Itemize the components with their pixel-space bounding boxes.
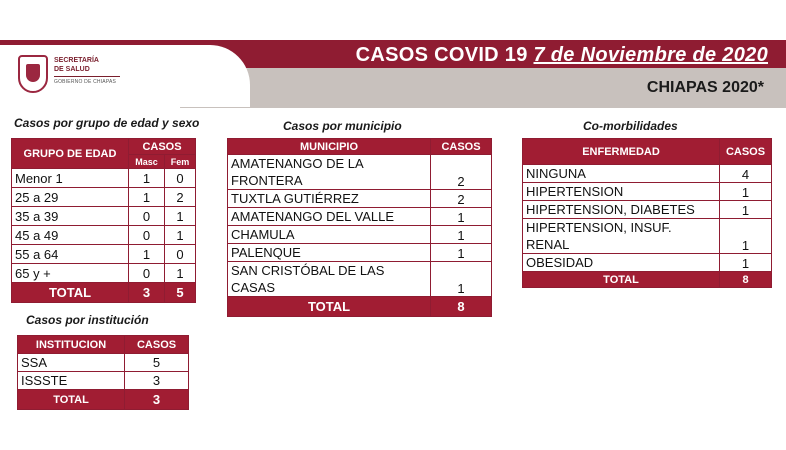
municipality-cases-cell: 2 — [431, 155, 492, 190]
table-row — [228, 244, 492, 262]
comorbidities-caption: Co-morbilidades — [583, 119, 678, 133]
municipality-total: 8 — [431, 297, 492, 317]
coat-of-arms-icon — [18, 55, 48, 93]
age-sex-caption: Casos por grupo de edad y sexo — [14, 116, 200, 130]
age-sex-table — [11, 138, 196, 303]
comorbidities-cases-cell: 1 — [720, 219, 772, 254]
logo-line1: SECRETARÍA — [54, 57, 99, 64]
municipality-cell: PALENQUE — [228, 244, 431, 262]
masc-cell: 0 — [129, 264, 165, 283]
masc-cell: 0 — [129, 226, 165, 245]
table-row — [12, 207, 196, 226]
institution-cell: SSA — [18, 354, 125, 372]
age-group-header: GRUPO DE EDAD — [12, 139, 129, 169]
fem-cell: 0 — [164, 245, 195, 264]
table-row — [523, 183, 772, 201]
disease-cell: HIPERTENSION — [523, 183, 720, 201]
age-group-cell: 45 a 49 — [12, 226, 129, 245]
institution-cases-cell: 5 — [125, 354, 189, 372]
municipality-cases-cell: 1 — [431, 226, 492, 244]
age-total-masc: 3 — [129, 283, 165, 303]
fem-cell: 2 — [164, 188, 195, 207]
logo-line3: GOBIERNO DE CHIAPAS — [54, 79, 117, 85]
table-row — [523, 219, 772, 254]
fem-header: Fem — [164, 155, 195, 169]
table-row — [228, 226, 492, 244]
masc-cell: 1 — [129, 188, 165, 207]
municipality-cases-cell: 2 — [431, 190, 492, 208]
page-title — [356, 44, 768, 67]
disease-cell: HIPERTENSION, INSUF. RENAL — [523, 219, 720, 254]
comorbidities-cases-cell: 1 — [720, 201, 772, 219]
age-group-cell: 55 a 64 — [12, 245, 129, 264]
municipality-cell: CHAMULA — [228, 226, 431, 244]
masc-cell: 0 — [129, 207, 165, 226]
age-group-cell: Menor 1 — [12, 169, 129, 188]
table-row — [228, 208, 492, 226]
municipality-table — [227, 138, 492, 317]
masc-cell: 1 — [129, 245, 165, 264]
institution-total: 3 — [125, 390, 189, 410]
age-group-cell: 35 a 39 — [12, 207, 129, 226]
institution-cell: ISSSTE — [18, 372, 125, 390]
age-cases-header: CASOS — [129, 139, 196, 155]
municipality-cases-header: CASOS — [431, 139, 492, 155]
institution-header: INSTITUCION — [18, 336, 125, 354]
institution-total-label: TOTAL — [18, 390, 125, 410]
comorbidities-total: 8 — [720, 272, 772, 288]
table-row — [18, 372, 189, 390]
comorbidities-cases-cell: 4 — [720, 165, 772, 183]
fem-cell: 1 — [164, 226, 195, 245]
institution-caption: Casos por institución — [26, 313, 149, 327]
table-row — [12, 226, 196, 245]
comorbidities-total-label: TOTAL — [523, 272, 720, 288]
disease-cell: NINGUNA — [523, 165, 720, 183]
age-group-cell: 25 a 29 — [12, 188, 129, 207]
municipality-cell: SAN CRISTÓBAL DE LAS CASAS — [228, 262, 431, 297]
fem-cell: 1 — [164, 207, 195, 226]
municipality-header: MUNICIPIO — [228, 139, 431, 155]
logo-divider — [54, 76, 120, 77]
table-row — [523, 254, 772, 272]
institution-table — [17, 335, 189, 410]
municipality-cell: AMATENANGO DEL VALLE — [228, 208, 431, 226]
masc-header: Masc — [129, 155, 165, 169]
fem-cell: 1 — [164, 264, 195, 283]
table-row — [523, 201, 772, 219]
disease-header: ENFERMEDAD — [523, 139, 720, 165]
table-row — [12, 188, 196, 207]
age-total-fem: 5 — [164, 283, 195, 303]
institution-cases-header: CASOS — [125, 336, 189, 354]
comorbidities-cases-cell: 1 — [720, 254, 772, 272]
table-row — [228, 155, 492, 190]
table-row — [18, 354, 189, 372]
municipality-caption: Casos por municipio — [283, 119, 402, 133]
comorbidities-cases-cell: 1 — [720, 183, 772, 201]
table-row — [523, 165, 772, 183]
table-row — [228, 262, 492, 297]
municipality-cell: TUXTLA GUTIÉRREZ — [228, 190, 431, 208]
table-row — [12, 264, 196, 283]
health-secretariat-logo — [18, 53, 138, 101]
municipality-total-label: TOTAL — [228, 297, 431, 317]
municipality-cases-cell: 1 — [431, 262, 492, 297]
table-row — [12, 169, 196, 188]
fem-cell: 0 — [164, 169, 195, 188]
table-row — [228, 190, 492, 208]
municipality-cell: AMATENANGO DE LA FRONTERA — [228, 155, 431, 190]
disease-cell: OBESIDAD — [523, 254, 720, 272]
masc-cell: 1 — [129, 169, 165, 188]
municipality-cases-cell: 1 — [431, 208, 492, 226]
comorbidities-cases-header: CASOS — [720, 139, 772, 165]
comorbidities-table — [522, 138, 772, 288]
age-group-cell: 65 y + — [12, 264, 129, 283]
municipality-cases-cell: 1 — [431, 244, 492, 262]
institution-cases-cell: 3 — [125, 372, 189, 390]
age-total-label: TOTAL — [12, 283, 129, 303]
table-row — [12, 245, 196, 264]
title-prefix: CASOS COVID 19 — [355, 44, 528, 66]
disease-cell: HIPERTENSION, DIABETES — [523, 201, 720, 219]
logo-line2: DE SALUD — [54, 66, 90, 73]
state-label: CHIAPAS 2020* — [646, 79, 764, 96]
title-date: 7 de Noviembre de 2020 — [533, 44, 768, 66]
